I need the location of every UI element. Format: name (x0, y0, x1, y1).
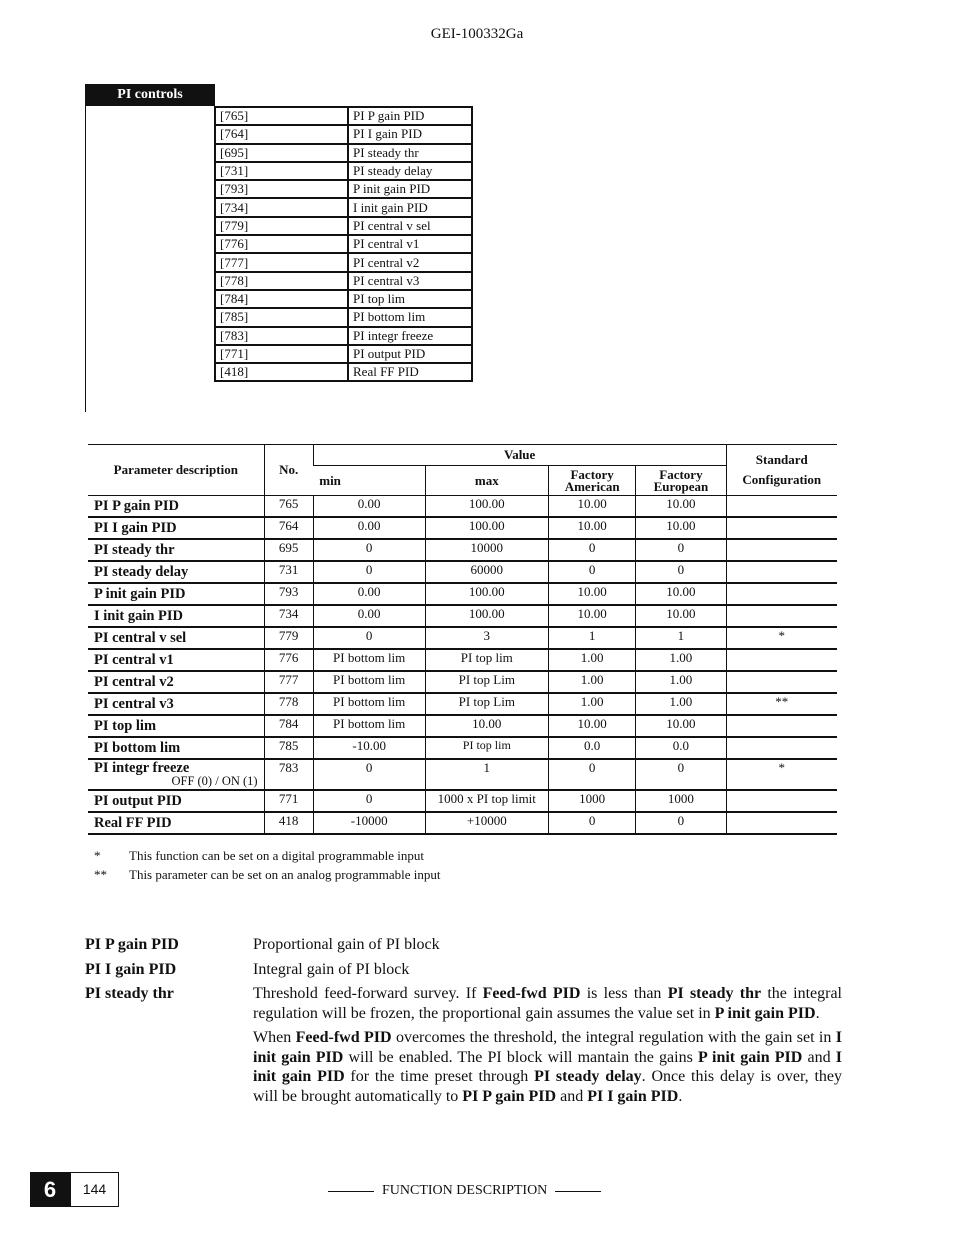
menu-row (215, 198, 472, 216)
description-text: Proportional gain of PI block (253, 936, 440, 953)
header-feu-line2: European (653, 478, 709, 494)
parameter-reference: Feed-fwd PID (295, 1029, 392, 1046)
row-std-config (726, 517, 837, 539)
row-name: P init gain PID (94, 585, 186, 602)
parameter-reference: Feed-fwd PID (482, 985, 581, 1002)
row-no: 731 (264, 561, 313, 583)
menu-row (215, 125, 472, 143)
row-min: 0.00 (313, 496, 425, 518)
menu-row (215, 345, 472, 363)
table-row (88, 583, 837, 605)
row-factory-european: 0 (636, 539, 726, 561)
table-row (88, 539, 837, 561)
menu-label: I init gain PID (348, 198, 472, 216)
parameter-reference: PI steady delay (534, 1068, 642, 1085)
row-max: 1 (425, 759, 548, 790)
menu-code: [734] (215, 198, 348, 216)
footnote (94, 846, 441, 865)
menu-code: [776] (215, 235, 348, 253)
row-no: 776 (264, 649, 313, 671)
description-text (253, 984, 842, 1111)
menu-row (215, 363, 472, 381)
text-segment: for the time preset through (344, 1068, 535, 1085)
menu-row (215, 290, 472, 308)
menu-code: [764] (215, 125, 348, 143)
row-max: 3 (425, 627, 548, 649)
menu-code: [783] (215, 327, 348, 345)
menu-code: [784] (215, 290, 348, 308)
row-factory-american: 10.00 (549, 517, 636, 539)
row-no: 695 (264, 539, 313, 561)
table-row (88, 812, 837, 834)
row-min: 0.00 (313, 517, 425, 539)
menu-row (215, 107, 472, 125)
row-name: I init gain PID (94, 607, 184, 624)
header-factory-european (636, 466, 726, 496)
row-min: PI bottom lim (313, 671, 425, 693)
row-factory-american: 0 (549, 759, 636, 790)
text-segment: the integral regulation will be frozen, the proportional gain assumes the value set in (253, 985, 842, 1022)
menu-row (215, 144, 472, 162)
row-max: PI top lim (425, 649, 548, 671)
document-id: GEI-100332Ga (430, 26, 524, 42)
row-no: 418 (264, 812, 313, 834)
row-std-config (726, 790, 837, 812)
row-factory-european: 10.00 (636, 496, 726, 518)
row-factory-american: 10.00 (549, 496, 636, 518)
menu-label: PI central v1 (348, 235, 472, 253)
row-max: PI top Lim (425, 693, 548, 715)
header-value: Value (313, 445, 726, 466)
row-factory-american: 0 (549, 539, 636, 561)
table-row (88, 649, 837, 671)
row-min: 0.00 (313, 605, 425, 627)
row-min: 0 (313, 539, 425, 561)
footer-rule-right (555, 1191, 601, 1192)
row-factory-american: 0 (549, 812, 636, 834)
row-name: PI integr freeze (94, 760, 190, 776)
text-segment: overcomes the threshold, the integral regulation with the gain set in (391, 1029, 836, 1046)
row-name-cell (88, 627, 264, 649)
row-factory-european: 1.00 (636, 693, 726, 715)
row-factory-european: 10.00 (636, 605, 726, 627)
row-name-cell (88, 693, 264, 715)
row-max: PI top lim (425, 737, 548, 759)
menu-label: PI central v sel (348, 217, 472, 235)
row-no: 784 (264, 715, 313, 737)
text-segment: Threshold feed-forward survey. If (253, 985, 483, 1002)
menu-code: [765] (215, 107, 348, 125)
menu-row (215, 308, 472, 326)
menu-code: [418] (215, 363, 348, 381)
parameter-reference: P init gain PID (714, 1004, 816, 1022)
row-factory-american: 0 (549, 561, 636, 583)
row-factory-american: 10.00 (549, 583, 636, 605)
header-std-line1: Standard (755, 452, 808, 467)
menu-label: PI integr freeze (348, 327, 472, 345)
header-param-desc: Parameter description (88, 445, 264, 496)
row-factory-american: 10.00 (549, 605, 636, 627)
table-row (88, 496, 837, 518)
parameter-reference: P init gain PID (697, 1048, 803, 1066)
menu-code: [777] (215, 253, 348, 271)
row-max: 100.00 (425, 605, 548, 627)
row-factory-european: 0 (636, 759, 726, 790)
table-row (88, 715, 837, 737)
footnote (94, 865, 441, 884)
table-row (88, 737, 837, 759)
menu-row (215, 253, 472, 271)
row-std-config (726, 496, 837, 518)
row-std-config (726, 671, 837, 693)
description-p-gain (85, 935, 842, 955)
row-factory-american: 1000 (549, 790, 636, 812)
text-segment: and (802, 1048, 836, 1066)
row-factory-american: 1.00 (549, 671, 636, 693)
parameter-reference: PI I gain PID (587, 1087, 679, 1105)
row-min: 0 (313, 790, 425, 812)
menu-code: [779] (215, 217, 348, 235)
header-max: max (425, 466, 548, 496)
row-factory-european: 10.00 (636, 517, 726, 539)
menu-label: PI central v3 (348, 272, 472, 290)
row-no: 764 (264, 517, 313, 539)
menu-row (215, 180, 472, 198)
row-min: PI bottom lim (313, 649, 425, 671)
footnote-mark: * (94, 848, 101, 863)
row-name-cell (88, 759, 264, 790)
parameter-reference: I init gain PID (253, 1029, 842, 1066)
text-segment: will be enabled. The PI block will mantain the gains (343, 1048, 698, 1066)
table-row (88, 605, 837, 627)
page-number: 144 (70, 1172, 119, 1207)
row-name-cell (88, 671, 264, 693)
row-subtext: OFF (0) / ON (1) (171, 774, 258, 788)
text-segment: . Once this delay is over, they will be brought automatically to (253, 1068, 843, 1105)
row-min: 0 (313, 759, 425, 790)
footer-rule-left (328, 1191, 374, 1192)
row-factory-american: 1.00 (549, 693, 636, 715)
row-factory-american: 0.0 (549, 737, 636, 759)
header-factory-american (549, 466, 636, 496)
footer-title: FUNCTION DESCRIPTION (382, 1183, 548, 1198)
row-min: 0 (313, 561, 425, 583)
table-row (88, 517, 837, 539)
row-std-config: * (726, 627, 837, 649)
row-std-config: ** (726, 693, 837, 715)
description-steady-thr (85, 984, 842, 1111)
row-name: PI central v1 (94, 651, 174, 668)
row-name-cell (88, 605, 264, 627)
row-min: 0 (313, 627, 425, 649)
footnotes (94, 846, 441, 884)
row-max: 10.00 (425, 715, 548, 737)
header-fam-line1: Factory (570, 466, 614, 482)
row-max: 100.00 (425, 517, 548, 539)
row-no: 785 (264, 737, 313, 759)
row-name-cell (88, 583, 264, 605)
header-no: No. (264, 445, 313, 496)
row-name-cell (88, 812, 264, 834)
row-max: 1000 x PI top limit (425, 790, 548, 812)
row-no: 779 (264, 627, 313, 649)
description-i-gain (85, 960, 842, 980)
menu-label: PI P gain PID (348, 107, 472, 125)
header-fam-line2: American (564, 478, 620, 494)
row-max: 100.00 (425, 583, 548, 605)
parameter-reference: PI steady thr (667, 985, 762, 1002)
row-name-cell (88, 737, 264, 759)
text-segment: When (253, 1029, 296, 1046)
footer (320, 1183, 609, 1199)
row-max: 100.00 (425, 496, 548, 518)
row-max: +10000 (425, 812, 548, 834)
row-name: PI steady delay (94, 563, 189, 580)
row-name-cell (88, 496, 264, 518)
row-name: PI central v2 (94, 673, 174, 690)
row-max: 10000 (425, 539, 548, 561)
row-factory-european: 0.0 (636, 737, 726, 759)
row-name: Real FF PID (94, 814, 172, 831)
description-term: PI I gain PID (85, 960, 177, 978)
row-name: PI top lim (94, 717, 157, 734)
menu-code: [785] (215, 308, 348, 326)
menu-label: PI top lim (348, 290, 472, 308)
row-min: 0.00 (313, 583, 425, 605)
description-term: PI P gain PID (85, 936, 179, 953)
header-std-line2: Configuration (742, 472, 822, 487)
row-no: 793 (264, 583, 313, 605)
header-std-config (726, 445, 837, 496)
table-row (88, 790, 837, 812)
menu-row (215, 272, 472, 290)
menu-title: PI controls (85, 84, 215, 106)
menu-code: [731] (215, 162, 348, 180)
row-std-config (726, 561, 837, 583)
row-min: PI bottom lim (313, 715, 425, 737)
menu-row (215, 162, 472, 180)
row-name-cell (88, 715, 264, 737)
row-min: PI bottom lim (313, 693, 425, 715)
row-name-cell (88, 649, 264, 671)
row-name-cell (88, 561, 264, 583)
menu-label: PI bottom lim (348, 308, 472, 326)
text-segment: . (678, 1087, 683, 1105)
table-row (88, 627, 837, 649)
menu-code: [695] (215, 144, 348, 162)
row-factory-european: 1.00 (636, 671, 726, 693)
row-factory-european: 1000 (636, 790, 726, 812)
row-factory-european: 10.00 (636, 583, 726, 605)
text-segment: is less than (580, 985, 668, 1002)
footnote-mark: ** (94, 867, 107, 882)
row-factory-european: 1.00 (636, 649, 726, 671)
header-feu-line1: Factory (659, 466, 703, 482)
menu-row (215, 327, 472, 345)
menu-label: PI output PID (348, 345, 472, 363)
parameter-descriptions (85, 935, 842, 1116)
row-name-cell (88, 539, 264, 561)
row-factory-european: 0 (636, 812, 726, 834)
menu-label: PI steady delay (348, 162, 472, 180)
row-std-config (726, 605, 837, 627)
row-factory-american: 1 (549, 627, 636, 649)
menu-label: PI steady thr (348, 144, 472, 162)
menu-vertical-rule (85, 106, 86, 412)
parameter-reference: I init gain PID (253, 1048, 842, 1085)
row-std-config (726, 715, 837, 737)
table-row (88, 759, 837, 790)
description-paragraph-1 (253, 984, 842, 1023)
row-std-config (726, 812, 837, 834)
description-text: Integral gain of PI block (253, 960, 410, 978)
footnote-text: This function can be set on a digital programmable input (129, 848, 424, 863)
row-std-config (726, 539, 837, 561)
menu-row (215, 235, 472, 253)
row-max: 60000 (425, 561, 548, 583)
menu-code: [778] (215, 272, 348, 290)
row-min: -10.00 (313, 737, 425, 759)
row-factory-european: 10.00 (636, 715, 726, 737)
row-name: PI I gain PID (94, 519, 177, 536)
menu-label: P init gain PID (348, 180, 472, 198)
row-std-config (726, 649, 837, 671)
description-paragraph-2 (253, 1028, 842, 1106)
menu-label: PI central v2 (348, 253, 472, 271)
row-min: -10000 (313, 812, 425, 834)
table-row (88, 693, 837, 715)
text-segment: . (815, 1004, 820, 1022)
menu-row (215, 217, 472, 235)
row-factory-american: 10.00 (549, 715, 636, 737)
row-name: PI output PID (94, 792, 182, 809)
text-segment: and (556, 1087, 588, 1105)
row-no: 765 (264, 496, 313, 518)
row-std-config: * (726, 759, 837, 790)
table-row (88, 671, 837, 693)
menu-label: Real FF PID (348, 363, 472, 381)
parameter-table (88, 444, 837, 835)
menu-code: [771] (215, 345, 348, 363)
row-name: PI central v sel (94, 629, 187, 646)
row-no: 771 (264, 790, 313, 812)
header-min: min (313, 466, 425, 496)
row-no: 778 (264, 693, 313, 715)
row-std-config (726, 737, 837, 759)
menu-table (214, 106, 473, 382)
row-factory-american: 1.00 (549, 649, 636, 671)
menu-label: PI I gain PID (348, 125, 472, 143)
row-no: 783 (264, 759, 313, 790)
parameter-reference: PI P gain PID (462, 1087, 557, 1105)
row-factory-european: 0 (636, 561, 726, 583)
row-name-cell (88, 517, 264, 539)
row-name: PI P gain PID (94, 497, 179, 514)
row-std-config (726, 583, 837, 605)
row-name: PI central v3 (94, 695, 174, 712)
row-no: 734 (264, 605, 313, 627)
footnote-text: This parameter can be set on an analog programmable input (129, 867, 441, 882)
row-factory-european: 1 (636, 627, 726, 649)
row-name: PI steady thr (94, 541, 175, 558)
menu-code: [793] (215, 180, 348, 198)
chapter-tab: 6 (30, 1172, 70, 1207)
row-max: PI top Lim (425, 671, 548, 693)
description-term: PI steady thr (85, 985, 174, 1002)
table-row (88, 561, 837, 583)
row-name-cell (88, 790, 264, 812)
row-no: 777 (264, 671, 313, 693)
row-name: PI bottom lim (94, 739, 181, 756)
